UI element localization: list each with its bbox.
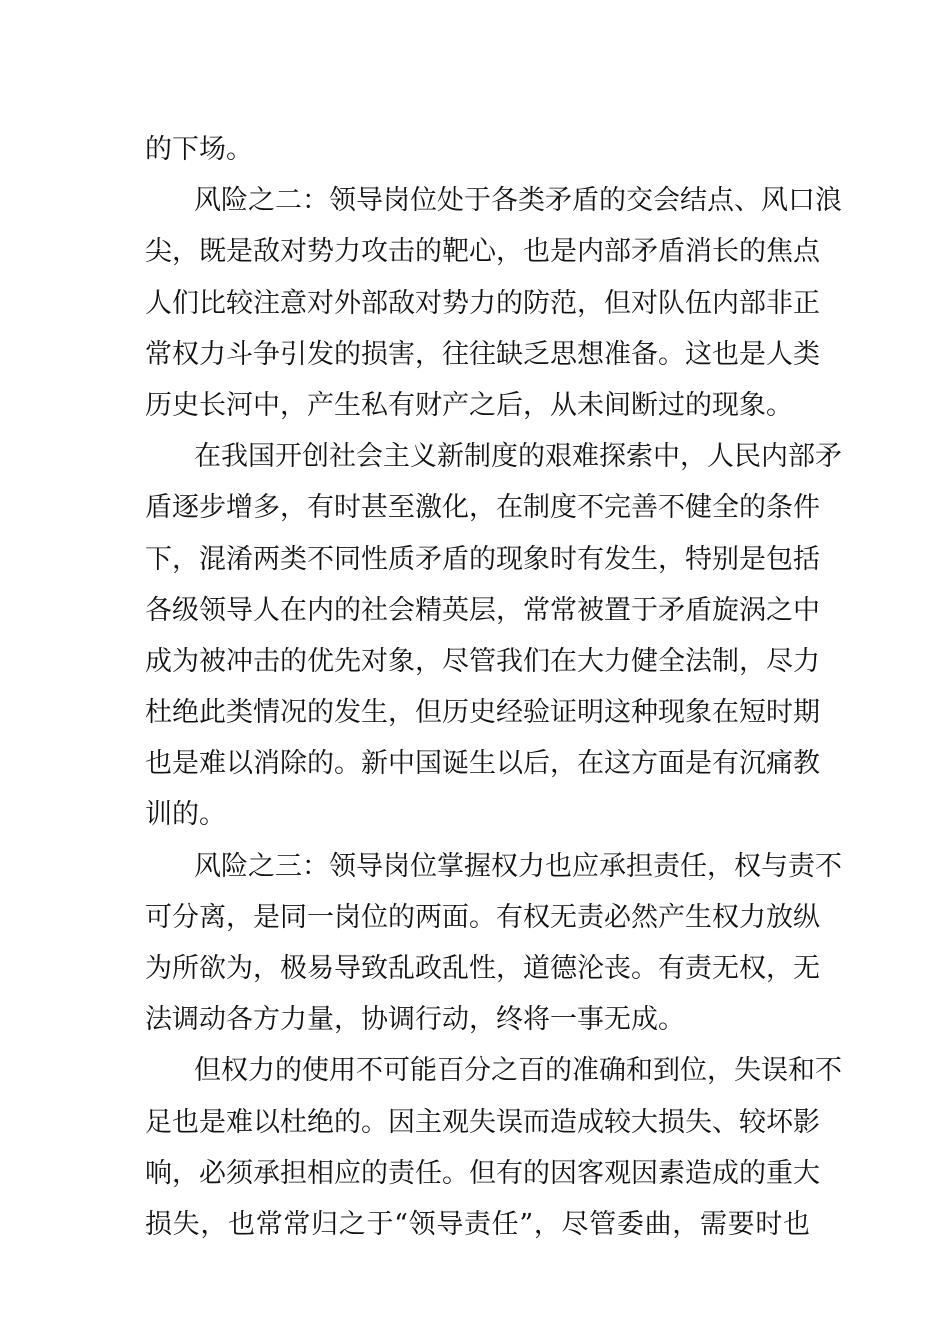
text-line: 杜绝此类情况的发生，但历史经验证明这种现象在短时期 <box>145 697 820 729</box>
text-line: 风险之二：领导岗位处于各类矛盾的交会结点、风口浪 <box>194 185 842 217</box>
text-line: 常权力斗争引发的损害，往往缺乏思想准备。这也是人类 <box>145 338 820 370</box>
text-line: 响，必须承担相应的责任。但有的因客观因素造成的重大 <box>145 1157 820 1189</box>
text-line: 足也是难以杜绝的。因主观失误而造成较大损失、较坏影 <box>145 1106 820 1138</box>
text-line: 在我国开创社会主义新制度的艰难探索中，人民内部矛 <box>194 441 842 473</box>
text-line: 也是难以消除的。新中国诞生以后，在这方面是有沉痛教 <box>145 748 820 780</box>
text-line: 人们比较注意对外部敌对势力的防范，但对队伍内部非正 <box>145 287 820 319</box>
paragraph-0 <box>145 124 810 175</box>
text-line: 但权力的使用不可能百分之百的准确和到位，失误和不 <box>194 1055 842 1087</box>
text-line: 为所欲为，极易导致乱政乱性，道德沦丧。有责无权，无 <box>145 953 820 984</box>
paragraph-3 <box>145 841 842 1046</box>
text-line: 历史长河中，产生私有财产之后，从未间断过的现象。 <box>145 389 793 421</box>
paragraph-2 <box>145 431 842 841</box>
body-text <box>145 124 842 1250</box>
text-line: 训的。 <box>145 799 226 831</box>
text-line: 各级领导人在内的社会精英层，常常被置于矛盾旋涡之中 <box>145 594 820 626</box>
text-line: 损失，也常常归之于“领导责任”，尽管委曲，需要时也 <box>145 1208 810 1240</box>
paragraph-4 <box>145 1045 842 1250</box>
text-line: 盾逐步增多，有时甚至激化，在制度不完善不健全的条件 <box>145 492 820 524</box>
text-line: 法调动各方力量，协调行动，终将一事无成。 <box>145 1004 685 1036</box>
text-line: 尖，既是敌对势力攻击的靶心，也是内部矛盾消长的焦点 <box>145 236 820 268</box>
text-line: 的下场。 <box>145 134 253 165</box>
text-line: 下，混淆两类不同性质矛盾的现象时有发生，特别是包括 <box>145 543 820 575</box>
text-line: 成为被冲击的优先对象，尽管我们在大力健全法制，尽力 <box>145 645 820 677</box>
text-line: 可分离，是同一岗位的两面。有权无责必然产生权力放纵 <box>145 901 820 933</box>
paragraph-1 <box>145 175 842 431</box>
text-line: 风险之三：领导岗位掌握权力也应承担责任，权与责不 <box>194 850 842 882</box>
